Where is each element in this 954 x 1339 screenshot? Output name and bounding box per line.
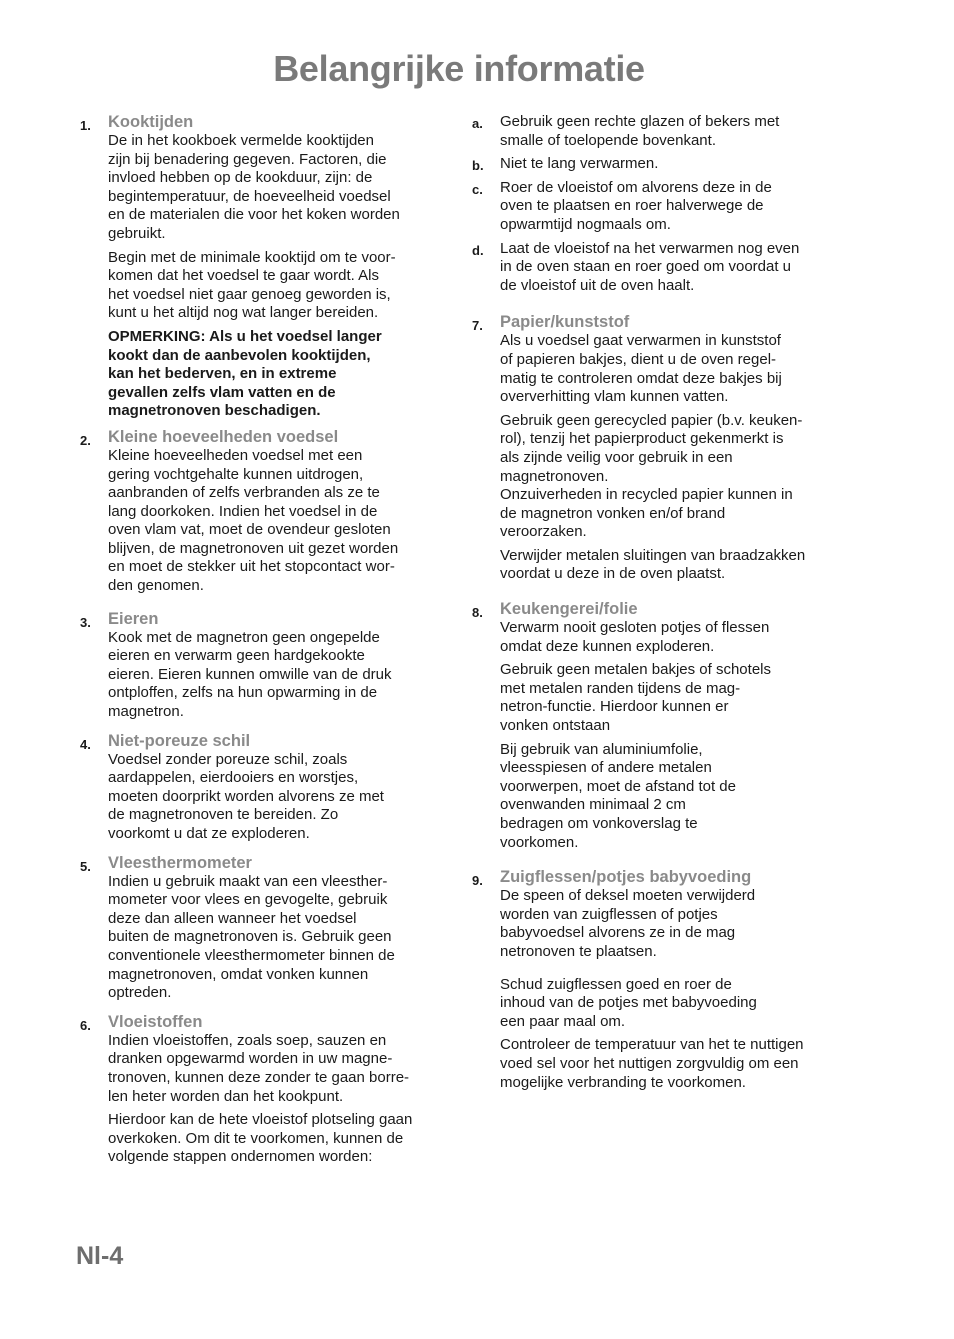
section-heading: Vloeistoffen bbox=[108, 1012, 203, 1031]
section-number: 7. bbox=[472, 318, 483, 334]
section-eieren bbox=[76, 610, 448, 722]
section-heading: Zuigflessen/potjes babyvoeding bbox=[500, 868, 752, 887]
step-text: Gebruik geen rechte glazen of bekers met smalle of toelopende bovenkant. bbox=[500, 113, 780, 149]
section-niet-poreuze-schil bbox=[76, 732, 448, 844]
section-heading: Kooktijden bbox=[108, 113, 194, 131]
section-papier-kunststof bbox=[468, 313, 840, 584]
section-heading: Eieren bbox=[108, 609, 159, 628]
step-letter: b. bbox=[472, 158, 484, 174]
section-vloeistoffen bbox=[76, 1013, 448, 1167]
step-letter: c. bbox=[472, 181, 483, 197]
section-heading: Kleine hoeveelheden voedsel bbox=[108, 427, 339, 446]
section-number: 9. bbox=[472, 873, 483, 889]
section-number: 4. bbox=[80, 736, 91, 752]
section-paragraph: Gebruik geen gerecycled papier (b.v. keuken- rol), tenzij het papierproduct gekenmerkt is als zijnde veilig voor gebruik in een magnetronoven. Onzuiverheden in recycled papier kunnen in de magnetron vonken en/of brand veroorzaken. bbox=[500, 411, 803, 541]
section-number: 2. bbox=[80, 432, 91, 448]
section-heading: Vleesthermometer bbox=[108, 853, 252, 872]
step-d bbox=[468, 240, 840, 296]
step-b bbox=[468, 155, 840, 174]
step-text: Laat de vloeistof na het verwarmen nog even in de oven staan en roer goed om voordat u de vloeistof uit de oven haalt. bbox=[500, 239, 800, 294]
section-number: 6. bbox=[80, 1017, 91, 1033]
section-kleine-hoeveelheden bbox=[76, 428, 448, 596]
section-keukengerei-folie bbox=[468, 600, 840, 852]
section-paragraph: Verwijder metalen sluitingen van braadzakken voordat u deze in de oven plaatst. bbox=[500, 546, 806, 583]
section-kooktijden bbox=[76, 113, 448, 421]
section-paragraph: De speen of deksel moeten verwijderd worden van zuigflessen of potjes babyvoedsel alvorens ze in de mag netronoven te plaatsen. bbox=[500, 887, 756, 960]
right-column bbox=[468, 113, 840, 1097]
section-paragraph: Kook met de magnetron geen ongepelde eieren en verwarm geen hardgekookte eieren. Eieren kunnen omwille van de druk ontploffen, zelfs na hun opwarming in de magnetron. bbox=[108, 628, 392, 721]
warning-note: OPMERKING: Als u het voedsel langer kookt dan de aanbevolen kooktijden, kan het bederven, en in extreme gevallen zelfs vlam vatten en de magnetronoven beschadigen. bbox=[108, 327, 382, 420]
section-number: 3. bbox=[80, 614, 91, 630]
page-number: Nl-4 bbox=[76, 1242, 124, 1270]
section-heading: Niet-poreuze schil bbox=[108, 731, 251, 750]
section-vleesthermometer bbox=[76, 854, 448, 1003]
section-zuigflessen bbox=[468, 868, 840, 1092]
left-column bbox=[76, 113, 448, 1172]
section-paragraph: Als u voedsel gaat verwarmen in kunststof of papieren bakjes, dient u de oven regel- matig te controleren omdat deze bakjes bij oververhitting vlam kunnen vatten. bbox=[500, 332, 782, 406]
page-title: Belangrijke informatie bbox=[273, 48, 645, 89]
section-paragraph: Controleer de temperatuur van het te nuttigen voed sel voor het nuttigen zorgvuldig om een mogelijke verbranding te voorkomen. bbox=[500, 1036, 804, 1091]
section-heading: Papier/kunststof bbox=[500, 313, 630, 332]
section-paragraph: Verwarm nooit gesloten potjes of flessen omdat deze kunnen exploderen. bbox=[500, 619, 770, 655]
section-paragraph: Kleine hoeveelheden voedsel met een gering vochtgehalte kunnen uitdrogen, aanbranden of zelfs verbranden als ze te lang doorkoken. Indien het voedsel in de oven vlam vat, moet de ovendeur gesloten blijven, de magnetronoven uit gezet worden en moet de stekker uit het stopcontact wor- den genomen. bbox=[108, 446, 399, 595]
step-c bbox=[468, 179, 840, 235]
section-paragraph: Indien u gebruik maakt van een vleesther- mometer voor vlees en gevogelte, gebruik deze dan alleen wanneer het voedsel buiten de magnetronoven is. Gebruik geen conventionele vleesthermometer binnen de magnetronoven, omdat vonken kunnen optreden. bbox=[108, 872, 395, 1002]
section-number: 1. bbox=[80, 118, 91, 133]
section-paragraph: Hierdoor kan de hete vloeistof plotseling gaan overkoken. Om dit te voorkomen, kunnen de volgende stappen ondernomen worden: bbox=[108, 1111, 413, 1166]
section-number: 8. bbox=[472, 605, 483, 621]
step-letter: d. bbox=[472, 242, 484, 258]
step-letter: a. bbox=[472, 116, 483, 131]
section-paragraph: Indien vloeistoffen, zoals soep, sauzen en dranken opgewarmd worden in uw magne- tronoven, kunnen deze zonder te gaan borre- len heter worden dan het kookpunt. bbox=[108, 1031, 410, 1105]
section-paragraph: Begin met de minimale kooktijd om te voor- komen dat het voedsel te gaar wordt. Als het voedsel niet gaar genoeg geworden is, kunt u het altijd nog wat langer bereiden. bbox=[108, 248, 396, 322]
step-text: Roer de vloeistof om alvorens deze in de oven te plaatsen en roer halverwege de opwarmtijd nogmaals om. bbox=[500, 178, 772, 233]
section-paragraph: Gebruik geen metalen bakjes of schotels met metalen randen tijdens de mag- netron-functie. Hierdoor kunnen er vonken ontstaan bbox=[500, 661, 771, 735]
section-paragraph: Voedsel zonder poreuze schil, zoals aardappelen, eierdooiers en worstjes, moeten doorprikt worden alvorens ze met de magnetronoven te bereiden. Zo voorkomt u dat ze exploderen. bbox=[108, 750, 384, 842]
section-number: 5. bbox=[80, 858, 91, 874]
section-heading: Keukengerei/folie bbox=[500, 600, 638, 619]
step-a bbox=[468, 113, 840, 150]
step-text: Niet te lang verwarmen. bbox=[500, 155, 659, 173]
section-paragraph: Bij gebruik van aluminiumfolie, vleesspiesen of andere metalen voorwerpen, moet de afstand tot de ovenwanden minimaal 2 cm bedragen om vonkoverslag te voorkomen. bbox=[500, 740, 736, 851]
section-paragraph: De in het kookboek vermelde kooktijden zijn bij benadering gegeven. Factoren, die invloed hebben op de kookduur, zijn: de begintemperatuur, de hoeveelheid voedsel en de materialen die voor het koken worden gebruikt. bbox=[108, 132, 400, 242]
section-paragraph: Schud zuigflessen goed en roer de inhoud van de potjes met babyvoeding een paar maal om. bbox=[500, 975, 757, 1030]
